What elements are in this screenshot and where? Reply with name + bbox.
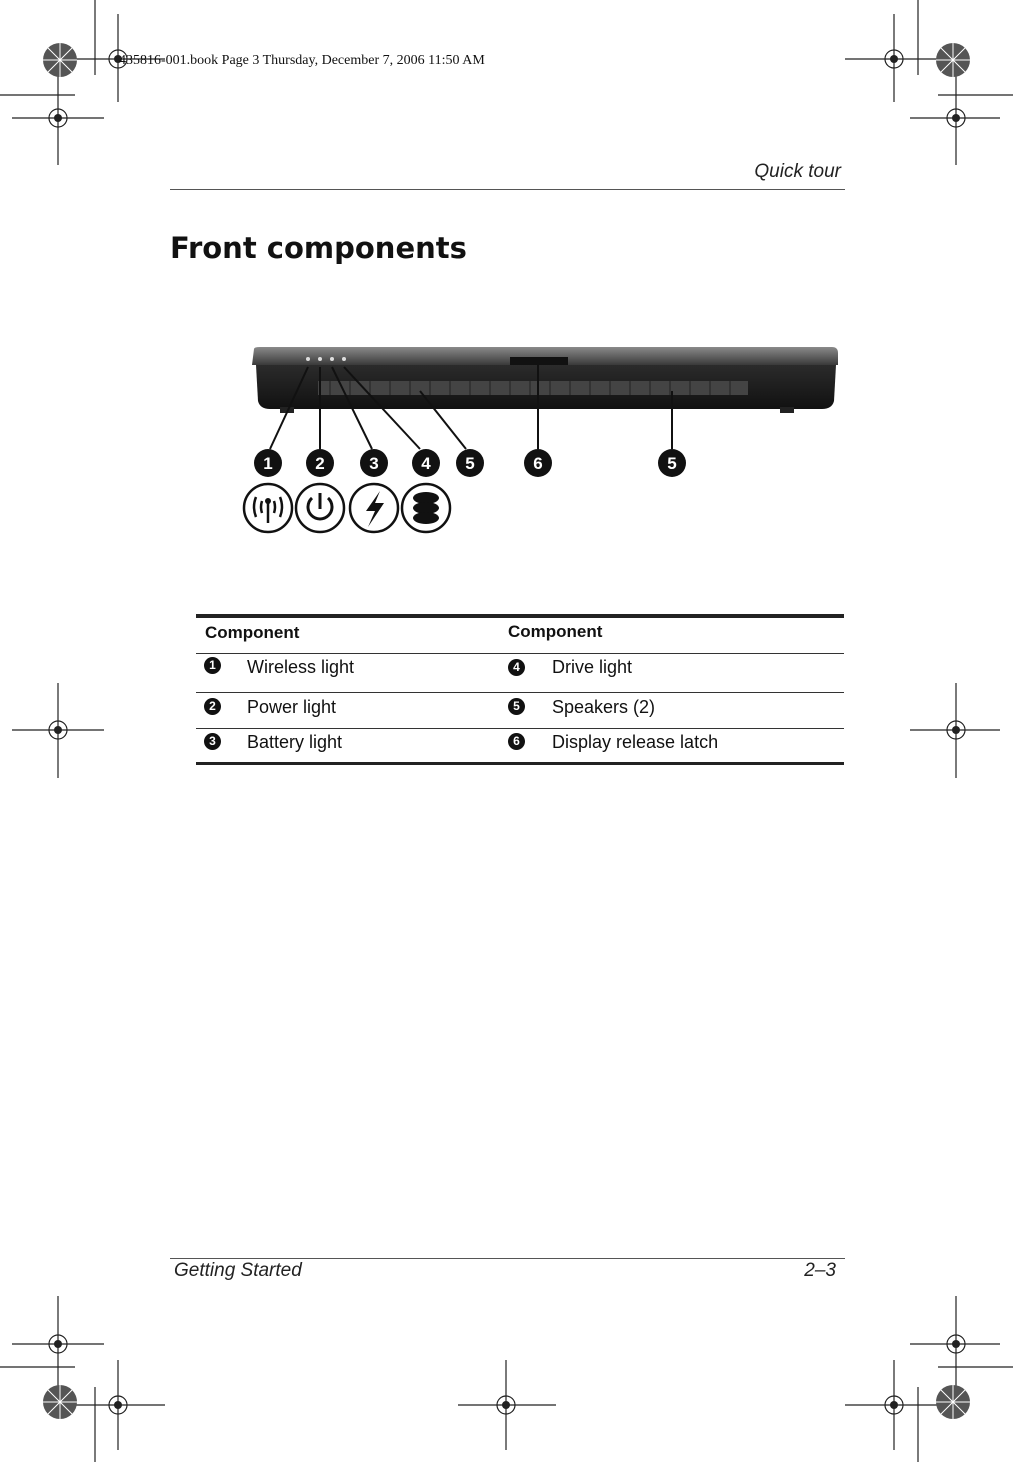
running-head: Quick tour bbox=[754, 161, 841, 182]
footer-rule bbox=[170, 1258, 845, 1259]
callout-6 bbox=[524, 449, 552, 477]
callout-number: 3 bbox=[204, 733, 221, 750]
callout-number: 6 bbox=[508, 733, 525, 750]
svg-text:4: 4 bbox=[421, 454, 431, 473]
table-row-rule bbox=[196, 728, 844, 729]
callout-3 bbox=[360, 449, 388, 477]
table-header-left: Component bbox=[205, 623, 300, 642]
drive-icon bbox=[413, 492, 439, 524]
notebook-front-illustration bbox=[240, 335, 840, 545]
callout-number: 5 bbox=[508, 698, 525, 715]
footer-book-title: Getting Started bbox=[174, 1260, 302, 1281]
callout-4 bbox=[412, 449, 440, 477]
print-info-line: 435816-001.book Page 3 Thursday, December 7, 2006 11:50 AM bbox=[119, 53, 485, 68]
table-bottom-rule bbox=[196, 762, 844, 765]
component-label: Wireless light bbox=[247, 657, 355, 677]
table-header-right: Component bbox=[508, 622, 603, 641]
callout-2 bbox=[306, 449, 334, 477]
callout-1 bbox=[254, 449, 282, 477]
component-label: Speakers (2) bbox=[552, 697, 656, 717]
component-label: Power light bbox=[247, 697, 337, 717]
svg-text:2: 2 bbox=[315, 454, 325, 473]
component-label: Drive light bbox=[552, 657, 633, 677]
component-label: Display release latch bbox=[552, 732, 719, 752]
svg-text:3: 3 bbox=[369, 454, 379, 473]
section-title: Front components bbox=[170, 231, 467, 265]
table-top-rule bbox=[196, 614, 844, 618]
svg-text:1: 1 bbox=[263, 454, 273, 473]
table-row-rule bbox=[196, 692, 844, 693]
callout-number: 4 bbox=[508, 659, 525, 676]
callout-number: 2 bbox=[204, 698, 221, 715]
svg-text:5: 5 bbox=[667, 454, 677, 473]
svg-text:6: 6 bbox=[533, 454, 543, 473]
svg-text:5: 5 bbox=[465, 454, 475, 473]
callout-number: 1 bbox=[204, 657, 221, 674]
page-number: 2–3 bbox=[804, 1260, 836, 1281]
callout-5-right bbox=[658, 449, 686, 477]
component-label: Battery light bbox=[247, 732, 343, 752]
header-rule bbox=[170, 189, 845, 190]
table-header-rule bbox=[196, 653, 844, 654]
callout-5-left bbox=[456, 449, 484, 477]
